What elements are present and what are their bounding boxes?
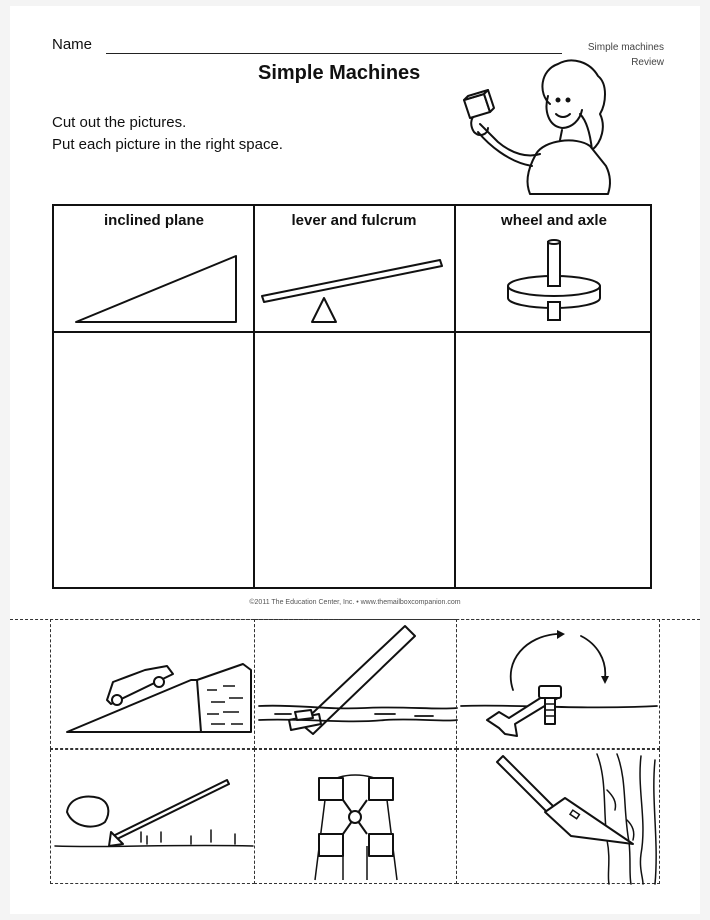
name-label: Name [52,36,93,53]
worksheet-page [10,6,700,914]
cutout-card-axe-wood[interactable] [456,749,660,884]
tag-line-1: Simple machines [587,42,664,53]
instruction-2: Put each picture in the right space. [52,136,283,153]
column-header-inclined-plane: inclined plane [103,212,205,229]
copyright-line: ©2011 The Education Center, Inc. • www.themailboxcompanion.com [249,599,461,606]
cutout-card-car-ramp[interactable] [50,619,255,749]
cutout-card-windmill[interactable] [254,749,457,884]
page-title: Simple Machines [258,62,421,84]
instruction-1: Cut out the pictures. [52,114,187,131]
sorting-table [52,204,652,589]
cutout-card-rock-lever[interactable] [50,749,255,884]
axe-wood-picture [457,750,661,885]
column-header-wheel-axle: wheel and axle [501,212,607,229]
cutout-card-wrench-bolt[interactable] [456,619,660,749]
table-header-divider [54,331,650,333]
windmill-picture [255,750,458,885]
board-lever-picture [255,620,458,750]
girl-illustration [440,54,640,194]
wheel-axle-icon [454,240,654,330]
cutout-card-board-lever[interactable] [254,619,457,749]
tag-line-2: Review [631,57,664,68]
ramp-icon [54,240,254,330]
rock-lever-picture [51,750,256,885]
wrench-bolt-picture [457,620,661,750]
car-ramp-picture [51,620,256,750]
seesaw-icon [254,240,454,330]
column-header-lever: lever and fulcrum [291,212,417,229]
